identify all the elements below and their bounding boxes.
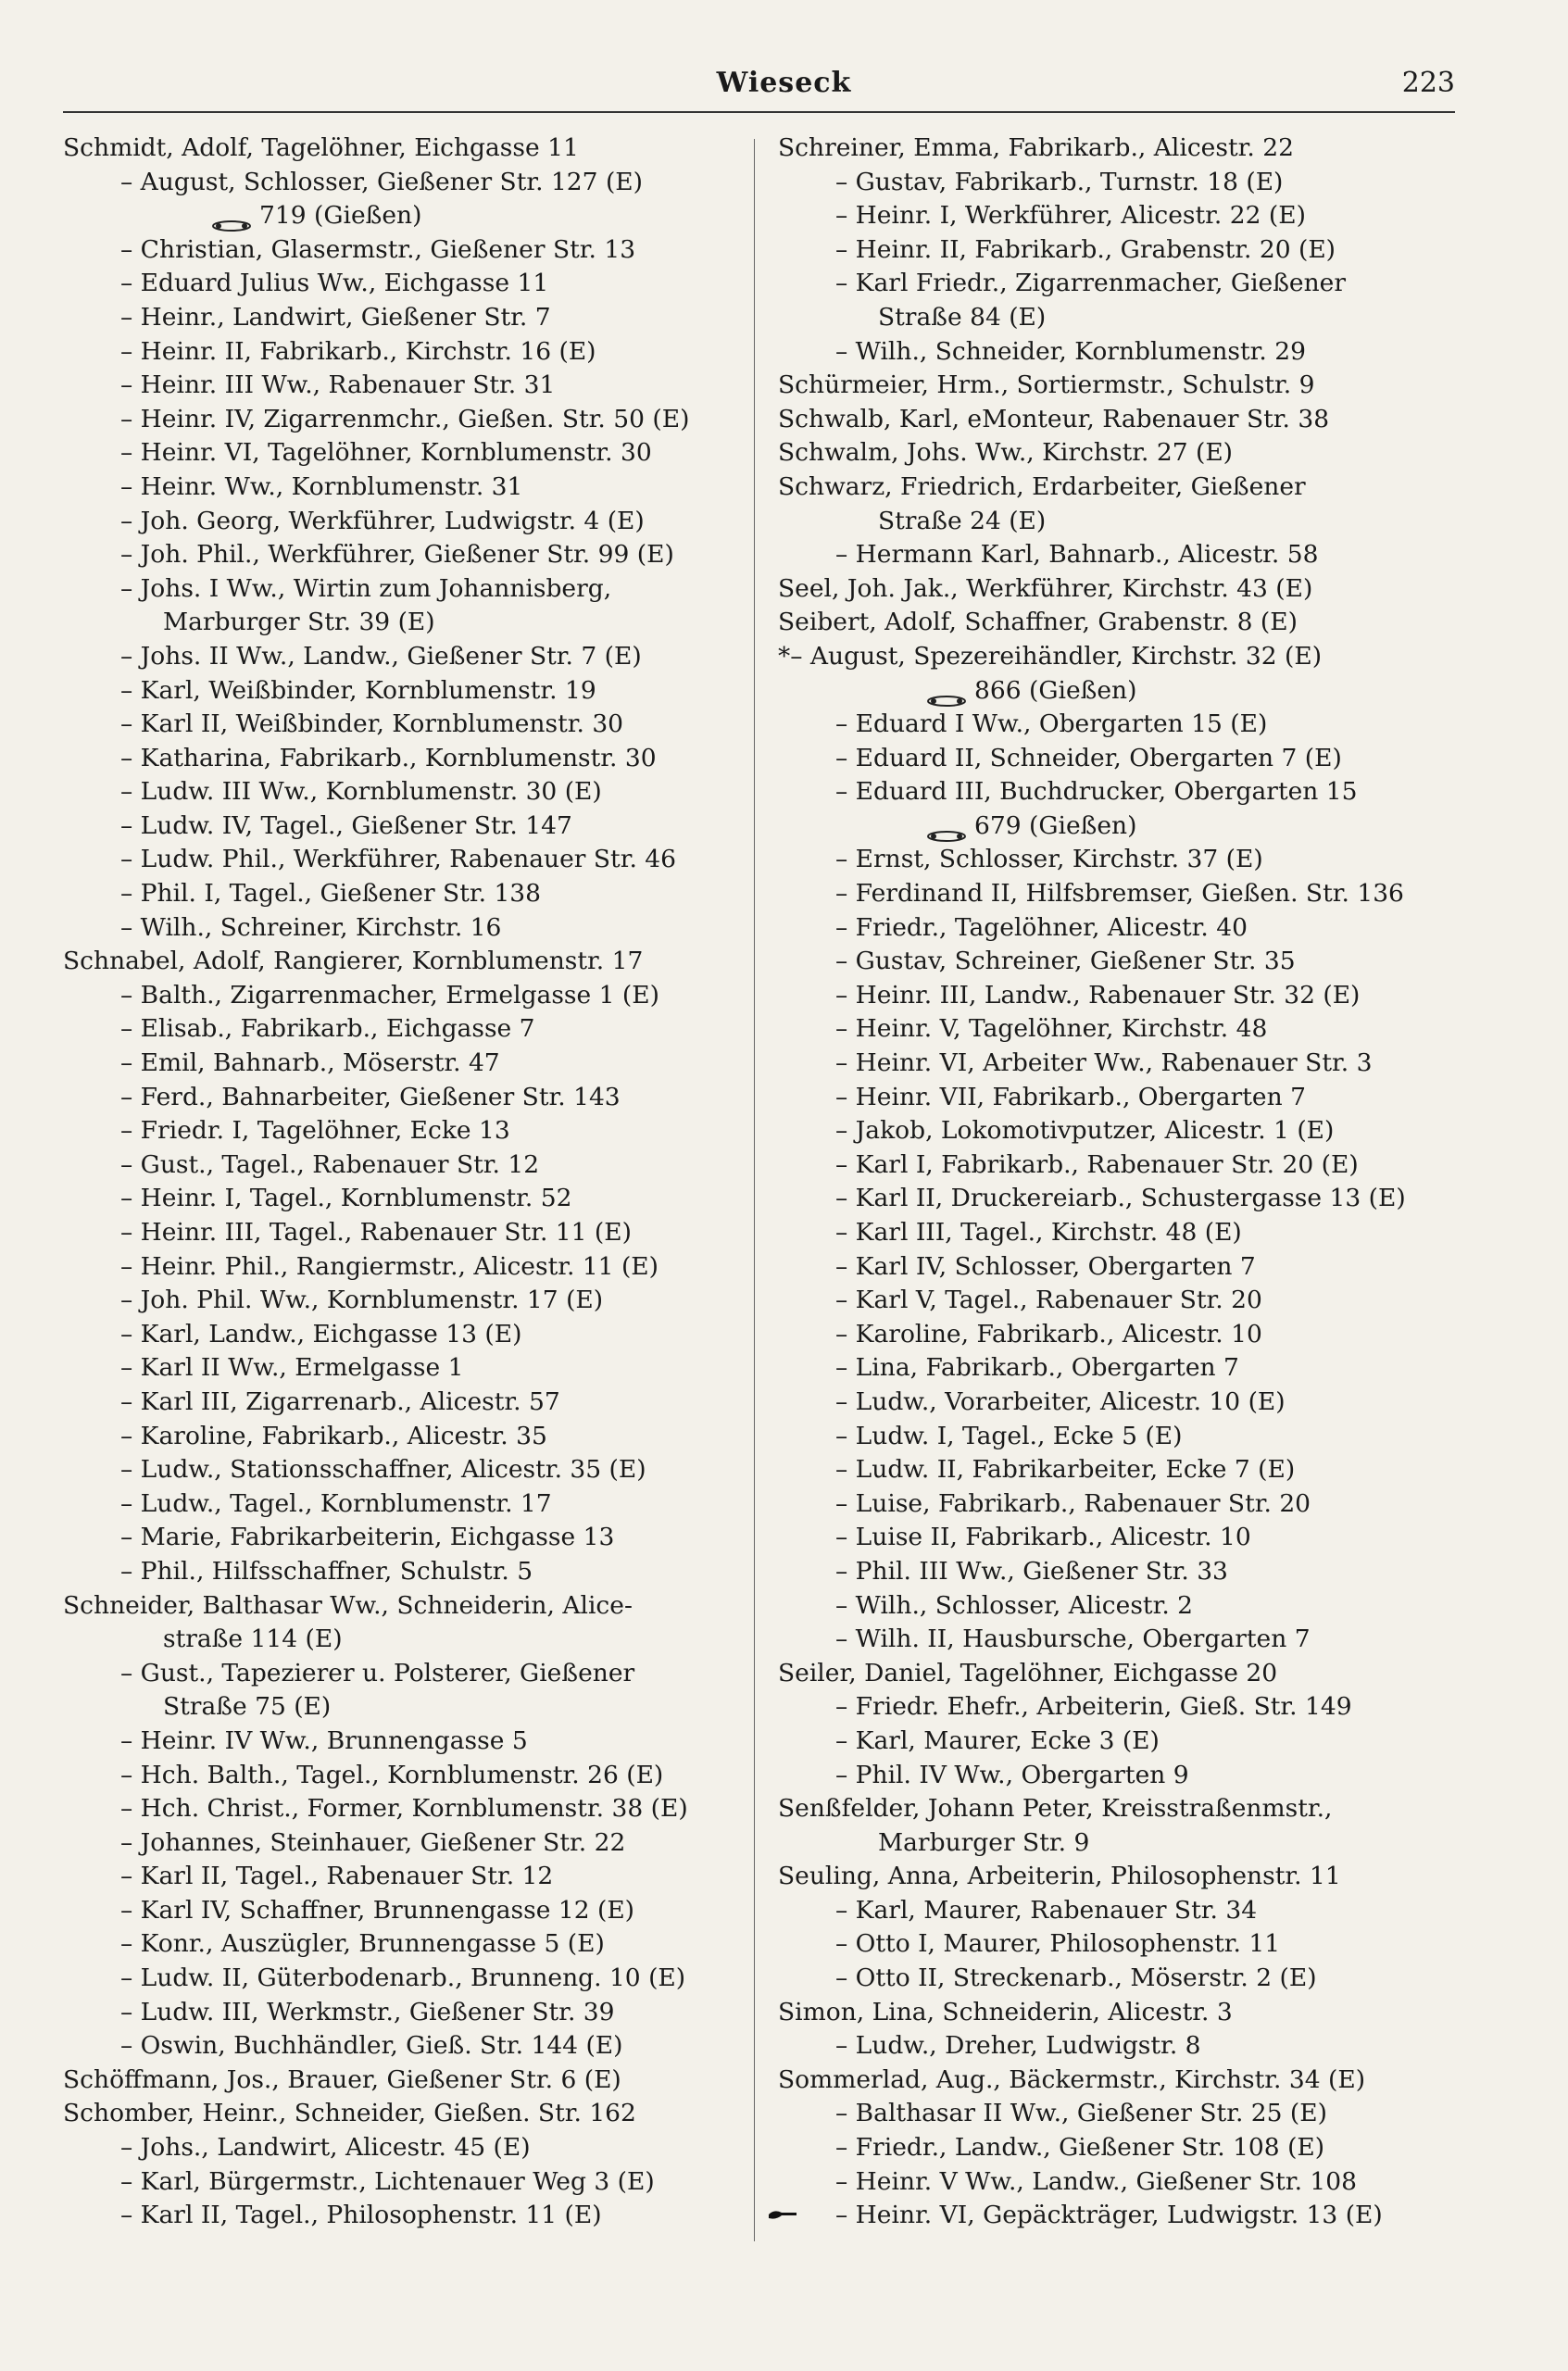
directory-entry (778, 606, 1459, 640)
entry-text: – Katharina, Fabrikarb., Kornblumenstr. 30 (120, 743, 657, 772)
entry-text: – Johs. II Ww., Landw., Gießener Str. 7 (E) (120, 641, 642, 671)
directory-entry (63, 1589, 737, 1624)
directory-entry (63, 2199, 737, 2233)
entry-text: Seuling, Anna, Arbeiterin, Philosophenstr. 11 (778, 1862, 1341, 1891)
directory-entry (778, 538, 1459, 572)
entry-text: – Heinr. IV, Zigarrenmchr., Gießen. Str. 50 (E) (120, 404, 690, 433)
directory-entry (63, 1792, 737, 1826)
directory-entry (63, 1216, 737, 1250)
entry-text: – Karl, Landw., Eichgasse 13 (E) (120, 1319, 522, 1349)
entry-text: – Luise II, Fabrikarb., Alicestr. 10 (835, 1523, 1251, 1552)
entry-text: – Johs., Landwirt, Alicestr. 45 (E) (120, 2133, 531, 2163)
entry-text: – Ludw., Vorarbeiter, Alicestr. 10 (E) (835, 1386, 1286, 1416)
directory-entry (778, 335, 1459, 370)
entry-text: – Ludw. III, Werkmstr., Gießener Str. 39 (120, 1997, 615, 2026)
entry-text: – Heinr. I, Werkführer, Alicestr. 22 (E) (835, 201, 1306, 231)
entry-text: – Heinr. VI, Arbeiter Ww., Rabenauer Str. 3 (835, 1048, 1373, 1078)
telephone-icon (211, 209, 252, 224)
directory-entry (63, 1250, 737, 1285)
entry-text: 866 (Gießen) (974, 675, 1137, 705)
entry-text: – Eduard II, Schneider, Obergarten 7 (E) (835, 743, 1342, 772)
directory-entry (63, 1894, 737, 1928)
entry-text: – Karl, Maurer, Rabenauer Str. 34 (835, 1895, 1258, 1925)
directory-entry (778, 2064, 1459, 2098)
directory-entry (63, 1182, 737, 1216)
entry-text: – Karl V, Tagel., Rabenauer Str. 20 (835, 1286, 1262, 1315)
entry-text: – Ludw. III Ww., Kornblumenstr. 30 (E) (120, 777, 602, 807)
directory-entry (778, 1250, 1459, 1285)
entry-text: – Karoline, Fabrikarb., Alicestr. 10 (835, 1319, 1262, 1349)
directory-entry (63, 945, 737, 979)
entry-text: – Emil, Bahnarb., Möserstr. 47 (120, 1048, 500, 1078)
entry-text: – Ernst, Schlosser, Kirchstr. 37 (E) (835, 845, 1263, 874)
entry-text: – Karl IV, Schaffner, Brunnengasse 12 (E) (120, 1895, 635, 1925)
directory-entry (63, 1860, 737, 1894)
entry-text: – Heinr. II, Fabrikarb., Kirchstr. 16 (E) (120, 336, 596, 366)
directory-entry (778, 1589, 1459, 1624)
directory-entry (63, 1826, 737, 1861)
entry-text: – Phil. III Ww., Gießener Str. 33 (835, 1556, 1228, 1586)
entry-text: – Johannes, Steinhauer, Gießener Str. 22 (120, 1827, 626, 1857)
entry-text: – Wilh., Schneider, Kornblumenstr. 29 (835, 336, 1307, 366)
entry-text: – Friedr., Landw., Gießener Str. 108 (E) (835, 2133, 1325, 2163)
directory-entry (63, 1657, 737, 1691)
directory-entry (63, 1284, 737, 1318)
directory-entry (778, 1487, 1459, 1522)
directory-entry (778, 1657, 1459, 1691)
directory-entry (63, 132, 737, 166)
entry-text: – Heinr. III, Landw., Rabenauer Str. 32 (E) (835, 980, 1361, 1010)
telephone-icon (926, 820, 967, 834)
directory-entry (63, 1420, 737, 1454)
entry-text: – Ludw. II, Fabrikarbeiter, Ecke 7 (E) (835, 1455, 1296, 1485)
directory-entry (778, 877, 1459, 911)
directory-entry (778, 1725, 1459, 1759)
directory-entry (63, 233, 737, 268)
directory-entry (63, 1962, 737, 1996)
entry-text: – Heinr. Ww., Kornblumenstr. 31 (120, 471, 523, 501)
entry-text: Schneider, Balthasar Ww., Schneiderin, Alice- (63, 1590, 633, 1620)
entry-text: – Heinr. Phil., Rangiermstr., Alicestr. 11 (E) (120, 1251, 659, 1281)
directory-entry (63, 1386, 737, 1420)
directory-entry (778, 742, 1459, 776)
directory-entry (778, 233, 1459, 268)
directory-entry (63, 708, 737, 742)
entry-text: – Oswin, Buchhändler, Gieß. Str. 144 (E) (120, 2031, 623, 2061)
entry-text: – Ludw. I, Tagel., Ecke 5 (E) (835, 1421, 1183, 1450)
directory-entry (63, 1453, 737, 1487)
directory-entry (63, 2029, 737, 2064)
entry-text: – Ludw., Stationsschaffner, Alicestr. 35 (E) (120, 1455, 646, 1485)
directory-entry (63, 640, 737, 674)
entry-text: Simon, Lina, Schneiderin, Alicestr. 3 (778, 1997, 1233, 2026)
entry-continuation (778, 301, 1459, 335)
directory-entry (778, 775, 1459, 809)
directory-entry (778, 1182, 1459, 1216)
entry-text: – Balthasar II Ww., Gießener Str. 25 (E) (835, 2099, 1327, 2128)
entry-text: – Joh. Phil., Werkführer, Gießener Str. 99 (E) (120, 540, 674, 570)
directory-entry (778, 572, 1459, 607)
entry-text: Straße 84 (E) (878, 302, 1047, 332)
entry-text: – Gustav, Schreiner, Gießener Str. 35 (835, 947, 1296, 976)
directory-entry (778, 1860, 1459, 1894)
entry-text: Sommerlad, Aug., Bäckermstr., Kirchstr. 34 (E) (778, 2064, 1366, 2094)
directory-entry (63, 674, 737, 709)
directory-entry (63, 877, 737, 911)
phone-number-line (63, 199, 737, 233)
entry-continuation (63, 606, 737, 640)
directory-entry (63, 1012, 737, 1047)
entry-text: – Hch. Balth., Tagel., Kornblumenstr. 26 (E) (120, 1760, 664, 1789)
directory-entry (778, 1962, 1459, 1996)
entry-text: – Konr., Auszügler, Brunnengasse 5 (E) (120, 1929, 605, 1959)
directory-entry (63, 1996, 737, 2030)
entry-text: – Phil. I, Tagel., Gießener Str. 138 (120, 879, 542, 909)
left-column (63, 132, 737, 2262)
directory-entry (63, 335, 737, 370)
directory-entry (778, 470, 1459, 505)
entry-text: – Elisab., Fabrikarb., Eichgasse 7 (120, 1014, 535, 1044)
directory-entry (63, 979, 737, 1013)
entry-text: – Friedr. Ehefr., Arbeiterin, Gieß. Str. 149 (835, 1692, 1352, 1722)
entry-text: – Heinr. III, Tagel., Rabenauer Str. 11 (E) (120, 1218, 632, 1247)
entry-text: – Karl IV, Schlosser, Obergarten 7 (835, 1251, 1256, 1281)
directory-entry (63, 742, 737, 776)
directory-entry (63, 2064, 737, 2098)
directory-entry (778, 267, 1459, 301)
directory-entry (778, 1216, 1459, 1250)
entry-text: – Heinr. IV Ww., Brunnengasse 5 (120, 1725, 528, 1755)
entry-text: Seibert, Adolf, Schaffner, Grabenstr. 8 (E) (778, 608, 1298, 637)
entry-text: Straße 75 (E) (163, 1692, 332, 1722)
directory-entry (778, 1521, 1459, 1555)
directory-entry (778, 436, 1459, 470)
entry-text: – Johs. I Ww., Wirtin zum Johannisberg, (120, 573, 612, 603)
directory-entry (778, 1453, 1459, 1487)
entry-text: 679 (Gießen) (974, 810, 1137, 840)
directory-entry (778, 911, 1459, 946)
directory-entry (778, 2131, 1459, 2165)
directory-entry (778, 1894, 1459, 1928)
entry-text: – Heinr. VI, Tagelöhner, Kornblumenstr. 30 (120, 438, 652, 468)
directory-entry (778, 1386, 1459, 1420)
entry-text: – Karl, Bürgermstr., Lichtenauer Weg 3 (E) (120, 2166, 655, 2196)
directory-entry (63, 1759, 737, 1793)
entry-text: Schwarz, Friedrich, Erdarbeiter, Gießener (778, 471, 1306, 501)
directory-entry (778, 1284, 1459, 1318)
header-rule (63, 111, 1455, 113)
entry-text: – Phil. IV Ww., Obergarten 9 (835, 1760, 1189, 1789)
directory-entry (778, 1623, 1459, 1657)
entry-text: – Marie, Fabrikarbeiterin, Eichgasse 13 (120, 1523, 615, 1552)
directory-entry (63, 470, 737, 505)
directory-entry (778, 2165, 1459, 2200)
entry-text: – Heinr. I, Tagel., Kornblumenstr. 52 (120, 1184, 572, 1213)
page-header (0, 67, 1568, 113)
directory-entry (63, 301, 737, 335)
directory-entry (63, 775, 737, 809)
entry-text: straße 114 (E) (163, 1625, 343, 1654)
entry-text: – Heinr. III Ww., Rabenauer Str. 31 (120, 370, 556, 400)
entry-text: – Ludw. Phil., Werkführer, Rabenauer Str. 46 (120, 845, 677, 874)
directory-entry (778, 1148, 1459, 1183)
entry-text: – August, Schlosser, Gießener Str. 127 (E) (120, 167, 643, 196)
entry-text: – Heinr. V Ww., Landw., Gießener Str. 108 (835, 2166, 1357, 2196)
directory-entry (63, 267, 737, 301)
entry-text: – Hermann Karl, Bahnarb., Alicestr. 58 (835, 540, 1319, 570)
directory-entry (778, 1690, 1459, 1725)
directory-entry (778, 199, 1459, 233)
directory-entry (778, 132, 1459, 166)
entry-text: – Karoline, Fabrikarb., Alicestr. 35 (120, 1421, 547, 1450)
entry-text: Senßfelder, Johann Peter, Kreisstraßenmstr., (778, 1794, 1333, 1824)
entry-text: Schreiner, Emma, Fabrikarb., Alicestr. 22 (778, 133, 1294, 162)
running-head: Wieseck (716, 67, 852, 99)
directory-entry (778, 843, 1459, 877)
entry-text: Seiler, Daniel, Tagelöhner, Eichgasse 20 (778, 1658, 1278, 1687)
entry-text: – Karl II, Tagel., Philosophenstr. 11 (E) (120, 2201, 602, 2230)
entry-text: – Karl I, Fabrikarb., Rabenauer Str. 20 (E) (835, 1149, 1359, 1179)
entry-continuation (63, 1623, 737, 1657)
directory-entry (63, 1521, 737, 1555)
directory-entry (778, 1081, 1459, 1115)
directory-entry (63, 1725, 737, 1759)
entry-text: – Otto II, Streckenarb., Möserstr. 2 (E) (835, 1963, 1317, 1993)
directory-entry (63, 572, 737, 607)
entry-text: – Wilh., Schreiner, Kirchstr. 16 (120, 912, 502, 942)
directory-entry (63, 843, 737, 877)
entry-text: Schmidt, Adolf, Tagelöhner, Eichgasse 11 (63, 133, 579, 162)
entry-text: – Hch. Christ., Former, Kornblumenstr. 38 (E) (120, 1794, 688, 1824)
directory-entry (63, 911, 737, 946)
entry-text: – Wilh. II, Hausbursche, Obergarten 7 (835, 1625, 1311, 1654)
entry-text: – Ferd., Bahnarbeiter, Gießener Str. 143 (120, 1082, 621, 1111)
directory-entry (63, 538, 737, 572)
directory-entry (778, 1318, 1459, 1352)
entry-text: – Heinr. V, Tagelöhner, Kirchstr. 48 (835, 1014, 1268, 1044)
entry-text: 719 (Gießen) (259, 201, 422, 231)
directory-entry (63, 1351, 737, 1386)
entry-text: – Karl, Maurer, Ecke 3 (E) (835, 1725, 1160, 1755)
entry-text: – Heinr. VI, Gepäckträger, Ludwigstr. 13 (E) (835, 2201, 1383, 2230)
entry-text: Marburger Str. 9 (878, 1827, 1090, 1857)
entry-text: – Gust., Tagel., Rabenauer Str. 12 (120, 1149, 540, 1179)
entry-text: *– August, Spezereihändler, Kirchstr. 32 (E) (778, 641, 1323, 671)
entry-text: – Karl II Ww., Ermelgasse 1 (120, 1353, 464, 1383)
directory-entry (63, 369, 737, 403)
directory-entry (63, 166, 737, 200)
phone-number-line (778, 809, 1459, 844)
phone-number-line (778, 674, 1459, 709)
directory-entry (63, 403, 737, 437)
entry-text: – Eduard III, Buchdrucker, Obergarten 15 (835, 777, 1358, 807)
entry-text: Schwalb, Karl, eMonteur, Rabenauer Str. 38 (778, 404, 1330, 433)
directory-entry (778, 1555, 1459, 1589)
entry-text: Schöffmann, Jos., Brauer, Gießener Str. 6 (E) (63, 2064, 621, 2094)
entry-text: – Joh. Phil. Ww., Kornblumenstr. 17 (E) (120, 1286, 604, 1315)
entry-text: – Karl III, Zigarrenarb., Alicestr. 57 (120, 1386, 560, 1416)
entry-text: – Friedr., Tagelöhner, Alicestr. 40 (835, 912, 1248, 942)
directory-entry (778, 1351, 1459, 1386)
directory-entry (778, 1420, 1459, 1454)
entry-text: – Otto I, Maurer, Philosophenstr. 11 (835, 1929, 1281, 1959)
directory-entry (778, 2199, 1459, 2233)
telephone-icon (926, 684, 967, 699)
entry-text: – Balth., Zigarrenmacher, Ermelgasse 1 (E) (120, 980, 659, 1010)
directory-entry (778, 979, 1459, 1013)
directory-entry (63, 1927, 737, 1962)
entry-text: – Ludw. IV, Tagel., Gießener Str. 147 (120, 810, 572, 840)
entry-continuation (63, 1690, 737, 1725)
entry-text: – Karl Friedr., Zigarrenmacher, Gießener (835, 269, 1347, 298)
entry-text: – Karl II, Druckereiarb., Schustergasse 13 (E) (835, 1184, 1406, 1213)
entry-text: Schnabel, Adolf, Rangierer, Kornblumenstr. 17 (63, 947, 644, 976)
directory-entry (63, 1114, 737, 1148)
directory-entry (63, 1081, 737, 1115)
entry-text: – Ludw., Tagel., Kornblumenstr. 17 (120, 1488, 552, 1518)
entry-text: – Karl II, Tagel., Rabenauer Str. 12 (120, 1862, 554, 1891)
entry-text: Seel, Joh. Jak., Werkführer, Kirchstr. 43 (E) (778, 573, 1313, 603)
entry-text: – Friedr. I, Tagelöhner, Ecke 13 (120, 1116, 510, 1146)
entry-text: – Jakob, Lokomotivputzer, Alicestr. 1 (E) (835, 1116, 1335, 1146)
entry-continuation (778, 1826, 1459, 1861)
entry-text: Schomber, Heinr., Schneider, Gießen. Str. 162 (63, 2099, 636, 2128)
directory-entry (778, 1792, 1459, 1826)
directory-entry (778, 1759, 1459, 1793)
directory-entry (778, 1012, 1459, 1047)
directory-entry (63, 1148, 737, 1183)
directory-entry (63, 809, 737, 844)
entry-text: – Lina, Fabrikarb., Obergarten 7 (835, 1353, 1239, 1383)
directory-entry (778, 1996, 1459, 2030)
directory-entry (778, 369, 1459, 403)
entry-text: – Luise, Fabrikarb., Rabenauer Str. 20 (835, 1488, 1311, 1518)
pointing-hand-icon (767, 2205, 798, 2222)
directory-entry (778, 1927, 1459, 1962)
entry-text: – Wilh., Schlosser, Alicestr. 2 (835, 1590, 1194, 1620)
entry-text: – Ludw., Dreher, Ludwigstr. 8 (835, 2031, 1201, 2061)
entry-text: – Ferdinand II, Hilfsbremser, Gießen. Str. 136 (835, 879, 1404, 909)
entry-text: – Heinr. II, Fabrikarb., Grabenstr. 20 (E) (835, 234, 1336, 264)
entry-text: – Christian, Glasermstr., Gießener Str. 13 (120, 234, 636, 264)
directory-entry (778, 1114, 1459, 1148)
entry-text: – Karl, Weißbinder, Kornblumenstr. 19 (120, 675, 596, 705)
column-divider (754, 139, 755, 2241)
directory-entry (63, 436, 737, 470)
entry-text: – Phil., Hilfsschaffner, Schulstr. 5 (120, 1556, 533, 1586)
entry-text: Schwalm, Johs. Ww., Kirchstr. 27 (E) (778, 438, 1234, 468)
directory-entry (63, 1047, 737, 1081)
directory-entry (63, 505, 737, 539)
entry-text: – Gust., Tapezierer u. Polsterer, Gießener (120, 1658, 635, 1687)
directory-entry (778, 708, 1459, 742)
page-number: 223 (1401, 67, 1455, 99)
directory-entry (63, 2131, 737, 2165)
entry-text: Straße 24 (E) (878, 506, 1047, 535)
entry-text: Marburger Str. 39 (E) (163, 608, 435, 637)
directory-entry (63, 1318, 737, 1352)
directory-entry (63, 2097, 737, 2131)
entry-text: – Ludw. II, Güterbodenarb., Brunneng. 10 (E) (120, 1963, 686, 1993)
entry-text: Schürmeier, Hrm., Sortiermstr., Schulstr. 9 (778, 370, 1315, 400)
right-column (778, 132, 1459, 2262)
entry-text: – Eduard I Ww., Obergarten 15 (E) (835, 709, 1268, 739)
directory-entry (778, 2029, 1459, 2064)
entry-text: – Joh. Georg, Werkführer, Ludwigstr. 4 (E) (120, 506, 645, 535)
directory-entry (63, 1555, 737, 1589)
directory-entry (778, 1047, 1459, 1081)
entry-text: – Karl II, Weißbinder, Kornblumenstr. 30 (120, 709, 624, 739)
directory-entry (778, 166, 1459, 200)
directory-entry (63, 1487, 737, 1522)
directory-entry (778, 945, 1459, 979)
entry-text: – Karl III, Tagel., Kirchstr. 48 (E) (835, 1218, 1242, 1247)
directory-entry (63, 2165, 737, 2200)
directory-entry (778, 640, 1459, 674)
directory-entry (778, 403, 1459, 437)
entry-text: – Gustav, Fabrikarb., Turnstr. 18 (E) (835, 167, 1284, 196)
directory-entry (778, 2097, 1459, 2131)
entry-text: – Heinr. VII, Fabrikarb., Obergarten 7 (835, 1082, 1306, 1111)
entry-text: – Eduard Julius Ww., Eichgasse 11 (120, 269, 549, 298)
entry-continuation (778, 505, 1459, 539)
entry-text: – Heinr., Landwirt, Gießener Str. 7 (120, 302, 551, 332)
